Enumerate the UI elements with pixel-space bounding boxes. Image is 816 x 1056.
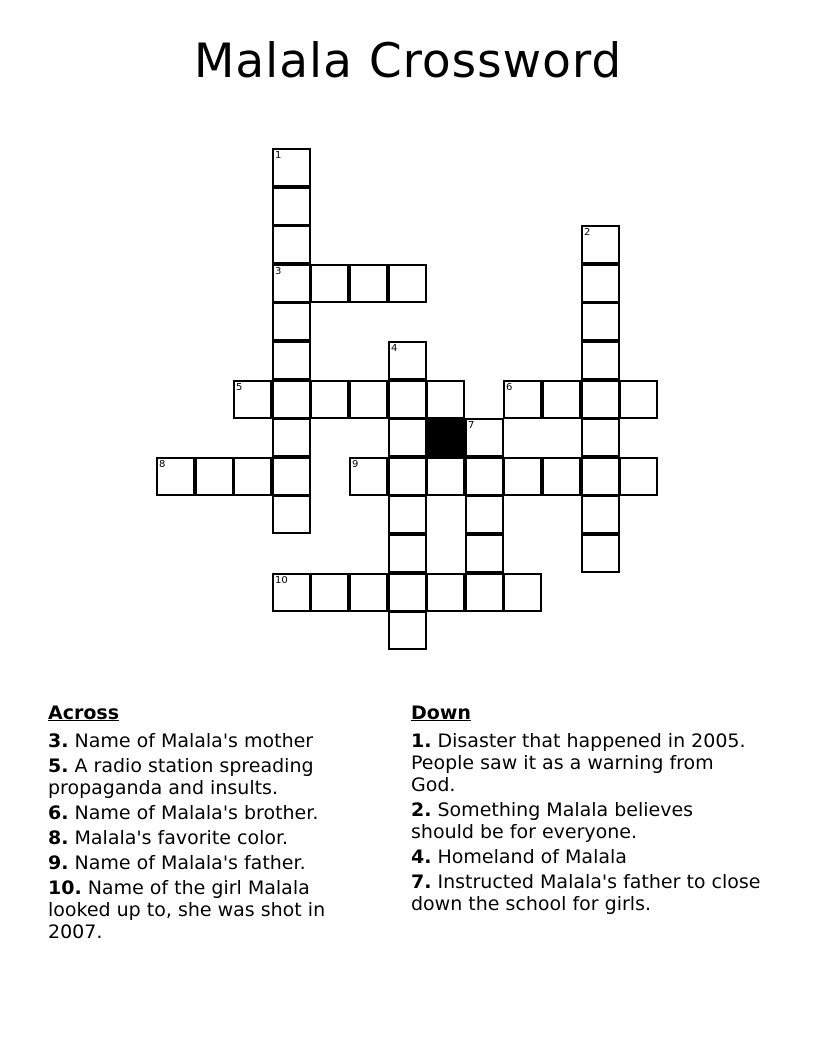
grid-block (426, 418, 465, 457)
grid-cell[interactable] (233, 380, 272, 419)
clue-number: 9 (352, 459, 359, 470)
grid-cell[interactable] (195, 457, 234, 496)
grid-cell[interactable] (581, 225, 620, 264)
grid-cell[interactable] (503, 380, 542, 419)
grid-cell[interactable] (233, 457, 272, 496)
grid-cell[interactable] (310, 380, 349, 419)
grid-cell[interactable] (388, 573, 427, 612)
clue-across-8: 8. Malala's favorite color. (48, 827, 289, 849)
grid-cell[interactable] (388, 611, 427, 650)
grid-cell[interactable] (272, 264, 311, 303)
grid-cell[interactable] (581, 418, 620, 457)
grid-cell[interactable] (619, 457, 658, 496)
grid-cell[interactable] (272, 225, 311, 264)
grid-cell[interactable] (388, 418, 427, 457)
grid-cell[interactable] (581, 302, 620, 341)
grid-cell[interactable] (349, 380, 388, 419)
clue-number: 10 (275, 575, 288, 586)
grid-cell[interactable] (272, 148, 311, 187)
down-clues (411, 702, 761, 918)
grid-cell[interactable] (272, 341, 311, 380)
grid-cell[interactable] (581, 457, 620, 496)
grid-cell[interactable] (388, 341, 427, 380)
grid-cell[interactable] (349, 264, 388, 303)
grid-cell[interactable] (272, 418, 311, 457)
clue-number: 7 (468, 420, 475, 431)
grid-cell[interactable] (465, 418, 504, 457)
clue-number: 4 (391, 343, 398, 354)
across-heading: Across (48, 702, 120, 724)
clue-down-4: 4. Homeland of Malala (411, 846, 627, 868)
grid-cell[interactable] (465, 495, 504, 534)
grid-cell[interactable] (272, 573, 311, 612)
clue-number: 6 (506, 382, 513, 393)
grid-cell[interactable] (272, 495, 311, 534)
grid-cell[interactable] (581, 534, 620, 573)
grid-cell[interactable] (581, 495, 620, 534)
clue-across-3: 3. Name of Malala's mother (48, 730, 314, 752)
grid-cell[interactable] (581, 264, 620, 303)
across-clues (48, 702, 368, 946)
clue-number: 1 (275, 150, 282, 161)
page-title: Malala Crossword (193, 34, 623, 89)
grid-cell[interactable] (349, 573, 388, 612)
grid-cell[interactable] (272, 302, 311, 341)
down-heading: Down (411, 702, 471, 724)
grid-cell[interactable] (465, 573, 504, 612)
grid-cell[interactable] (388, 495, 427, 534)
clue-down-1: 1. Disaster that happened in 2005. People saw it as a warning from God. (411, 730, 746, 796)
grid-cell[interactable] (465, 534, 504, 573)
clue-across-6: 6. Name of Malala's brother. (48, 802, 319, 824)
grid-cell[interactable] (156, 457, 195, 496)
grid-cell[interactable] (272, 187, 311, 226)
grid-cell[interactable] (542, 380, 581, 419)
grid-cell[interactable] (310, 573, 349, 612)
clue-across-10: 10. Name of the girl Malala looked up to, she was shot in 2007. (48, 877, 326, 943)
grid-cell[interactable] (581, 341, 620, 380)
clue-down-2: 2. Something Malala believes should be for everyone. (411, 799, 694, 843)
grid-cell[interactable] (272, 457, 311, 496)
grid-cell[interactable] (388, 380, 427, 419)
grid-cell[interactable] (388, 534, 427, 573)
grid-cell[interactable] (426, 573, 465, 612)
grid-cell[interactable] (426, 380, 465, 419)
grid-cell[interactable] (503, 573, 542, 612)
grid-cell[interactable] (388, 457, 427, 496)
grid-cell[interactable] (349, 457, 388, 496)
grid-cell[interactable] (465, 457, 504, 496)
grid-cell[interactable] (581, 380, 620, 419)
grid-cell[interactable] (426, 457, 465, 496)
grid-cell[interactable] (619, 380, 658, 419)
clue-down-7: 7. Instructed Malala's father to close down the school for girls. (411, 871, 761, 915)
clue-number: 2 (584, 227, 591, 238)
grid-cell[interactable] (272, 380, 311, 419)
clue-across-9: 9. Name of Malala's father. (48, 852, 306, 874)
clue-across-5: 5. A radio station spreading propaganda and insults. (48, 755, 314, 799)
grid-cell[interactable] (310, 264, 349, 303)
clue-number: 3 (275, 266, 282, 277)
grid-cell[interactable] (503, 457, 542, 496)
grid-cell[interactable] (388, 264, 427, 303)
clue-number: 8 (159, 459, 166, 470)
grid-cell[interactable] (542, 457, 581, 496)
clue-number: 5 (236, 382, 243, 393)
